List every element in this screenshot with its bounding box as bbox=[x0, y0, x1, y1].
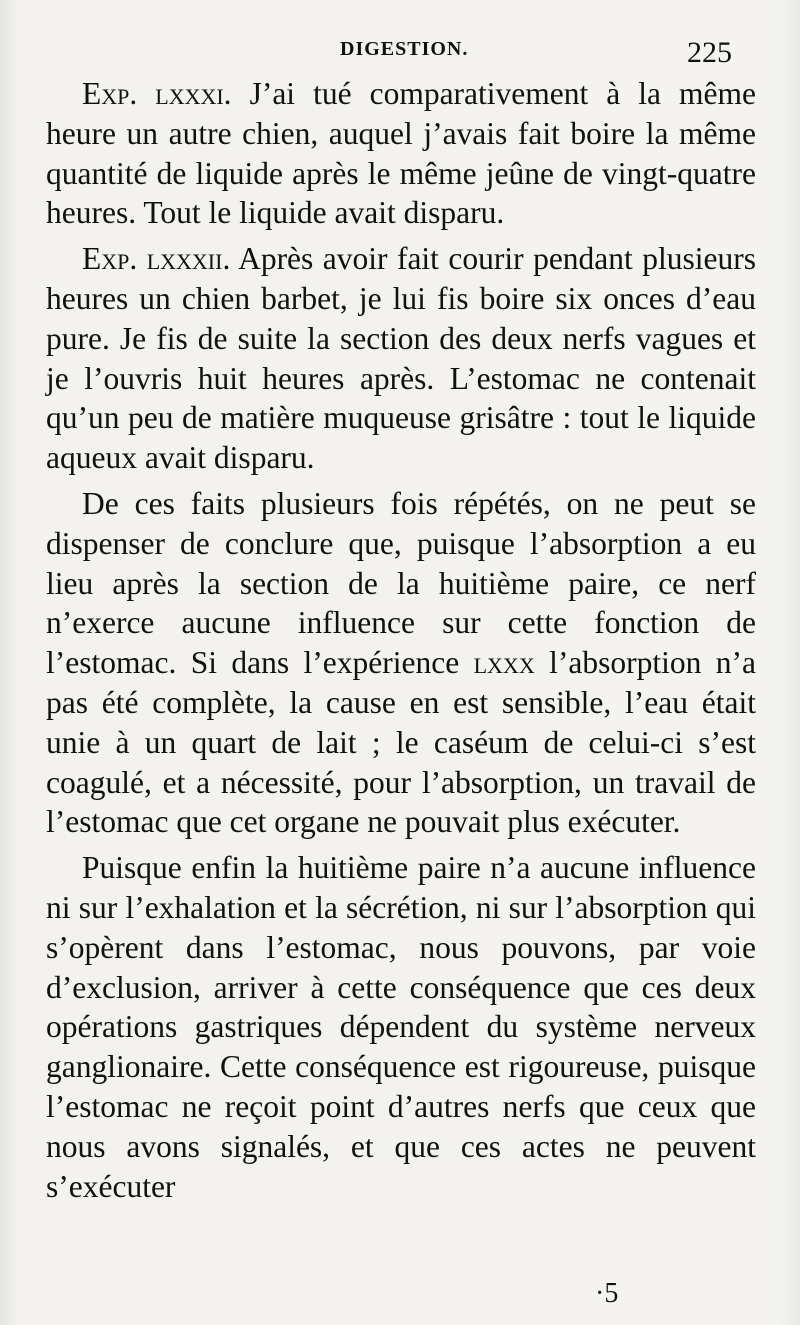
paragraph-text: Après avoir fait courir pendant plusieurs heures un chien barbet, je lui fis boire six onces d’eau pure. Je fis de suite la section des deux nerfs vagues et je l’ouvris huit heures après. L’estomac ne contenait qu’un peu de matière muqueuse grisâtre : tout le liquide aqueux avait disparu. bbox=[46, 241, 756, 476]
page-header bbox=[0, 38, 800, 78]
paragraph-text: l’absorption n’a pas été complète, la cause en est sensible, l’eau était unie à un quart de lait ; le caséum de celui-ci s’est coagulé, et a nécessité, pour l’absorption, un travail de l’estomac que cet organe ne pouvait plus exécuter. bbox=[46, 645, 756, 840]
experiment-label: Exp. lxxxi. bbox=[82, 76, 232, 111]
page-number: 225 bbox=[687, 36, 732, 69]
paragraph-exp-82 bbox=[46, 239, 756, 478]
running-title: DIGESTION. bbox=[340, 38, 469, 60]
paragraph-text: J’ai tué comparativement à la même heure un autre chien, auquel j’avais fait boire la même quantité de liquide après le même jeûne de vingt-quatre heures. Tout le liquide avait disparu. bbox=[46, 76, 756, 231]
paragraph-exp-81 bbox=[46, 74, 756, 233]
paragraph-text: Puisque enfin la huitième paire n’a aucune influence ni sur l’exhalation et la sécrétion, ni sur l’absorption qui s’opèrent dans l’estomac, nous pouvons, par voie d’exclusion, arriver à cette conséquence que ces deux opérations gastriques dépendent du système nerveux ganglionaire. Cette conséquence est rigoureuse, puisque l’estomac ne reçoit point d’autres nerfs que ceux que nous avons signalés, et que ces actes ne peuvent s’exécuter bbox=[46, 850, 756, 1204]
body-text bbox=[46, 74, 756, 1206]
paragraph-text: De ces faits plusieurs fois répétés, on ne peut se dispenser de conclure que, puisque l’absorption a eu lieu après la section de la huitième paire, ce nerf n’exerce aucune influence sur cette fonction de l’estomac. Si dans l’expérience bbox=[46, 485, 756, 681]
paragraph-ganglionic bbox=[46, 848, 756, 1206]
experiment-label: Exp. lxxxii. bbox=[82, 241, 231, 277]
signature-mark: ·5 bbox=[595, 1278, 619, 1309]
paragraph-conclusion bbox=[46, 484, 756, 842]
experiment-reference: lxxx bbox=[473, 645, 535, 681]
